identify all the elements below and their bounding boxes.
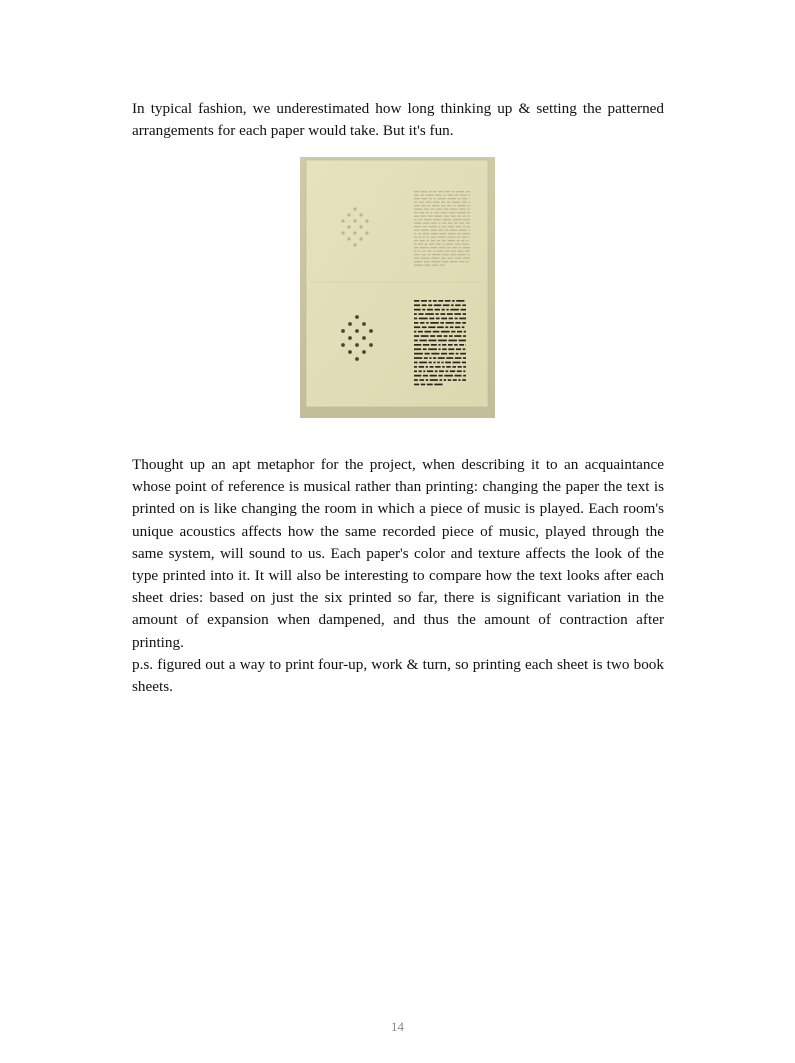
paragraph-postscript: p.s. figured out a way to print four-up, work & turn, so printing each sheet is two book sheets. bbox=[132, 656, 664, 696]
paragraph-intro: In typical fashion, we underestimated how long thinking up & setting the patterned arrangements for each paper would take. But it's fun. bbox=[132, 100, 664, 140]
paragraph-metaphor: Thought up an apt metaphor for the project, when describing it to an acquaintance whose point of reference is musical rather than printing: changing the paper the text is printed on is like changing the room in which a piece of music is played. Each room's unique acoustics affects how the same recorded piece of music, played through the same system, will sound to us. Each paper's color and texture affects the look of the type printed into it. It will also be interesting to compare how the text looks after each sheet dries: based on just the six printed so far, there is significant variation in the amount of expansion when dampened, and thus the amount of contraction after printing. bbox=[132, 456, 664, 651]
printed-sheet-photo bbox=[300, 157, 495, 418]
page-number: 14 bbox=[391, 1019, 404, 1034]
